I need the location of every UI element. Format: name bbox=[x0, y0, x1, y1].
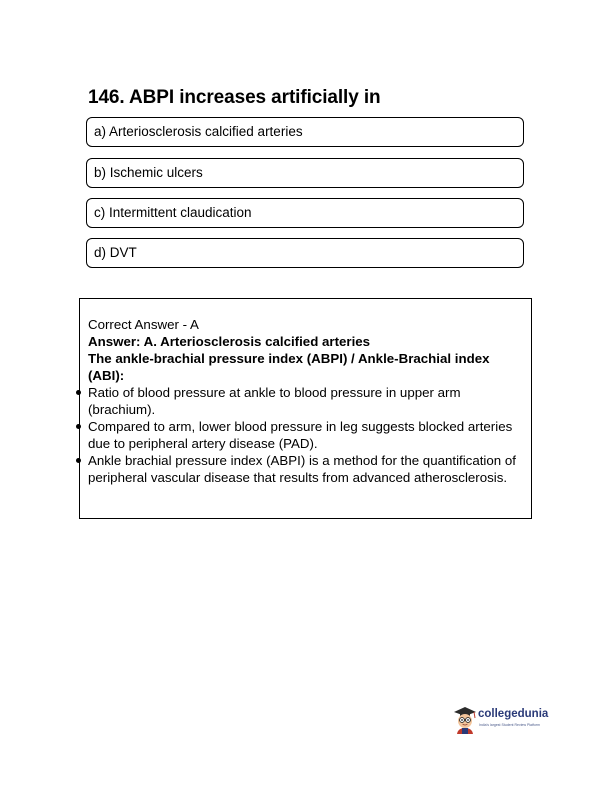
explanation-heading: The ankle-brachial pressure index (ABPI) / Ankle-Brachial index (ABI): bbox=[88, 351, 490, 383]
option-d[interactable]: d) DVT bbox=[86, 238, 524, 268]
list-item bbox=[88, 418, 528, 452]
option-b[interactable]: b) Ischemic ulcers bbox=[86, 158, 524, 188]
question-title: 146. ABPI increases artificially in bbox=[88, 87, 381, 108]
option-a[interactable]: a) Arteriosclerosis calcified arteries bbox=[86, 117, 524, 147]
option-c[interactable]: c) Intermittent claudication bbox=[86, 198, 524, 228]
bullet-icon bbox=[76, 424, 81, 429]
list-item-text: Ratio of blood pressure at ankle to blood pressure in upper arm (brachium). bbox=[88, 385, 461, 417]
bullet-icon bbox=[76, 458, 81, 463]
list-item bbox=[88, 384, 528, 418]
list-item-text: Ankle brachial pressure index (ABPI) is a method for the quantification of peripheral vascular disease that results from advanced atherosclerosis. bbox=[88, 453, 516, 485]
explanation-list bbox=[88, 384, 528, 486]
correct-answer-line: Correct Answer - A bbox=[88, 317, 199, 332]
answer-box bbox=[79, 298, 532, 519]
collegedunia-logo[interactable] bbox=[452, 706, 558, 734]
bullet-icon bbox=[76, 390, 81, 395]
graduate-mascot-icon bbox=[452, 706, 478, 734]
list-item bbox=[88, 452, 528, 486]
logo-name: collegedunia bbox=[478, 708, 549, 720]
answer-line: Answer: A. Arteriosclerosis calcified arteries bbox=[88, 334, 371, 349]
list-item-text: Compared to arm, lower blood pressure in leg suggests blocked arteries due to peripheral artery disease (PAD). bbox=[88, 419, 513, 451]
logo-tagline: India's largest Student Review Platform bbox=[479, 723, 540, 727]
answer-content bbox=[88, 316, 528, 486]
